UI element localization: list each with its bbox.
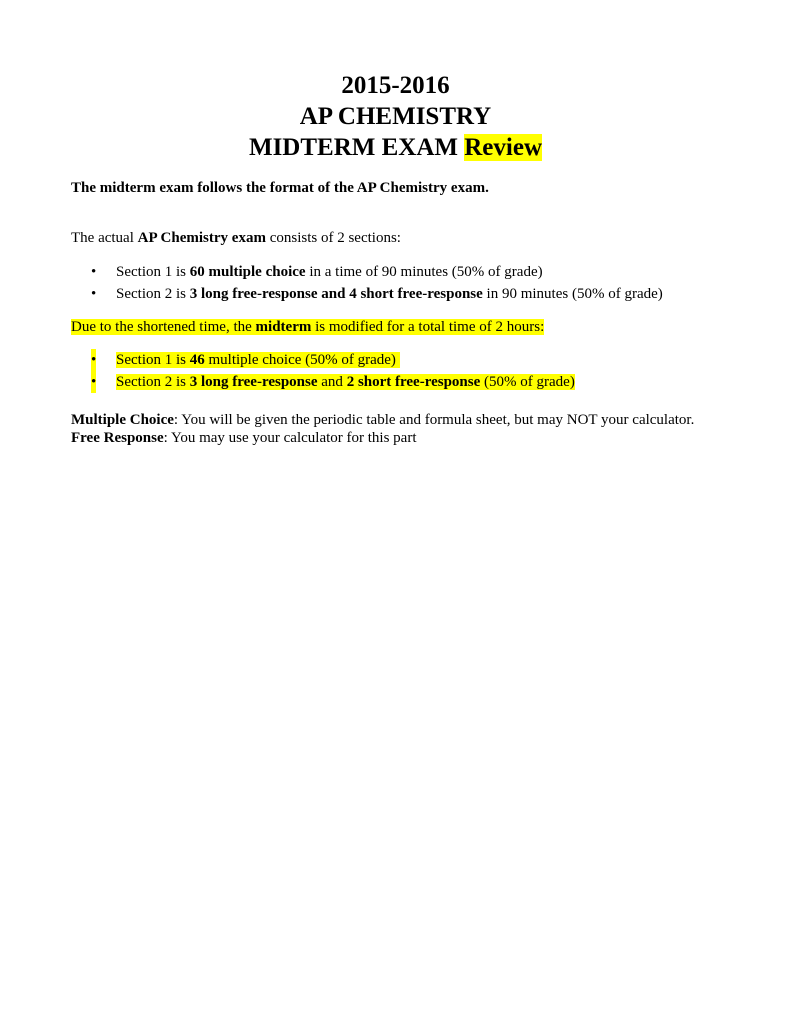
list-item-text: Section 2 is 3 long free-response and 2 short free-response (50% of grade)	[116, 374, 575, 390]
title-exam	[0, 132, 791, 163]
bullet-icon: •	[91, 349, 96, 371]
list-item	[71, 371, 575, 393]
actual-exam-paragraph	[71, 229, 401, 247]
actual-bold: AP Chemistry exam	[137, 230, 266, 246]
fr-text: : You may use your calculator for this part	[163, 430, 417, 446]
actual-post: consists of 2 sections:	[265, 230, 401, 246]
actual-pre: The actual	[71, 230, 138, 246]
title-review-highlight: Review	[464, 134, 542, 161]
notes-block	[71, 411, 694, 447]
list-item-text: Section 1 is 46 multiple choice (50% of grade)	[116, 352, 400, 368]
actual-exam-sections-list	[71, 261, 663, 305]
list-item-text: Section 2 is 3 long free-response and 4 short free-response in 90 minutes (50% of grade)	[116, 286, 663, 302]
bullet-icon: •	[91, 264, 97, 280]
bullet-icon: •	[91, 286, 97, 302]
mc-label: Multiple Choice	[71, 412, 174, 428]
fr-label: Free Response	[71, 430, 164, 446]
midterm-paragraph-highlight: Due to the shortened time, the midterm is modified for a total time of 2 hours:	[71, 319, 545, 335]
list-item	[71, 349, 575, 371]
mc-text: : You will be given the periodic table and formula sheet, but may NOT your calculator.	[173, 412, 695, 428]
bullet-icon: •	[91, 371, 96, 393]
list-item	[71, 261, 663, 283]
document-title	[0, 70, 791, 163]
title-year: 2015-2016	[341, 72, 450, 99]
list-item-text: Section 1 is 60 multiple choice in a time of 90 minutes (50% of grade)	[116, 264, 543, 280]
list-item	[71, 283, 663, 305]
multiple-choice-note	[71, 411, 694, 429]
midterm-sections-list	[71, 349, 575, 393]
title-exam-main: MIDTERM EXAM	[248, 134, 458, 161]
intro-statement: The midterm exam follows the format of the AP Chemistry exam.	[71, 180, 489, 196]
midterm-paragraph	[71, 318, 544, 336]
title-course: AP CHEMISTRY	[299, 103, 492, 130]
free-response-note	[71, 429, 694, 447]
